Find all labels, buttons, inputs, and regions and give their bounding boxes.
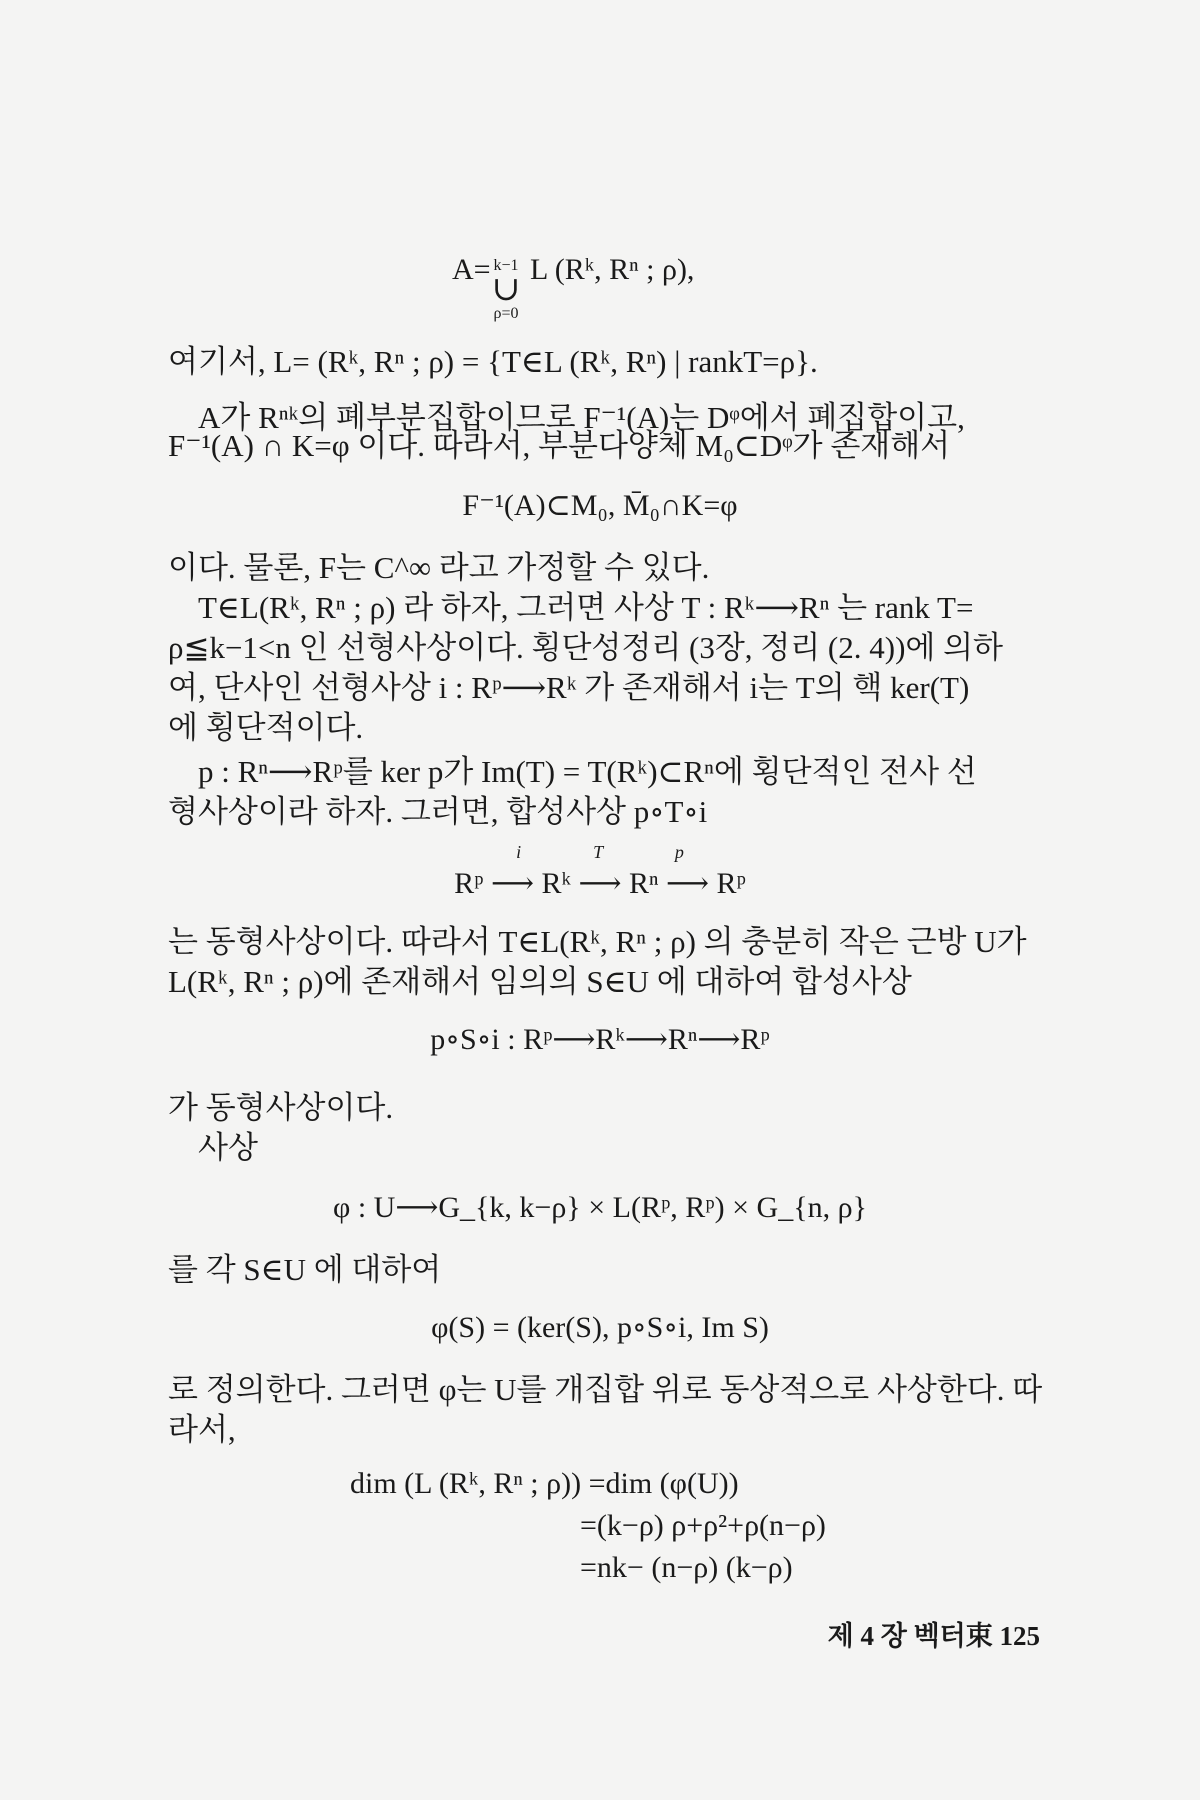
equation-rhs: L (Rᵏ, Rⁿ ; ρ), — [530, 253, 695, 286]
text-line-12: L(Rᵏ, Rⁿ ; ρ)에 존재해서 임의의 S∈U 에 대하여 합성사상 — [168, 964, 912, 999]
text-line-3: F⁻¹(A) ∩ K=φ 이다. 따라서, 부분다양체 M₀⊂Dᵠ가 존재해서 — [168, 428, 951, 463]
text-line-4: 이다. 물론, F는 C^∞ 라고 가정할 수 있다. — [168, 550, 710, 585]
equation-3-arrow-labels: i T p — [516, 842, 684, 862]
union-symbol — [486, 257, 526, 323]
text-line-9: p : Rⁿ⟶Rᵖ를 ker p가 Im(T) = T(Rᵏ)⊂Rⁿ에 횡단적인 전사 선 — [198, 754, 977, 789]
text-line-14: 사상 — [198, 1130, 258, 1165]
equation-6: φ(S) = (ker(S), p∘S∘i, Im S) — [431, 1311, 769, 1344]
text-line-13: 가 동형사상이다. — [168, 1090, 394, 1125]
page-footer: 제 4 장 벡터束 125 — [827, 1621, 1040, 1651]
text-line-8: 에 횡단적이다. — [168, 710, 364, 745]
union-upper-limit: k−1 — [493, 257, 519, 274]
equation-2: F⁻¹(A)⊂M₀, M̄₀∩K=φ — [462, 489, 738, 522]
text-line-2: A가 Rⁿᵏ의 폐부분집합이므로 F⁻¹(A)는 Dᵠ에서 폐집합이고, — [198, 400, 965, 435]
text-line-5: T∈L(Rᵏ, Rⁿ ; ρ) 라 하자, 그러면 사상 T : Rᵏ⟶Rⁿ 는 rank T= — [198, 590, 974, 625]
equation-4: p∘S∘i : Rᵖ⟶Rᵏ⟶Rⁿ⟶Rᵖ — [430, 1023, 770, 1056]
text-line-11: 는 동형사상이다. 따라서 T∈L(Rᵏ, Rⁿ ; ρ) 의 충분히 작은 근방 U가 — [168, 924, 1027, 959]
union-lower-limit: ρ=0 — [493, 305, 519, 322]
equation-lhs: A= — [452, 253, 491, 286]
text-line-16: 로 정의한다. 그러면 φ는 U를 개집합 위로 동상적으로 사상한다. 따 — [168, 1372, 1043, 1407]
text-line-10: 형사상이라 하자. 그러면, 합성사상 p∘T∘i — [168, 794, 708, 829]
union-sign: ∪ — [491, 271, 521, 308]
text-line-7: 여, 단사인 선형사상 i : Rᵖ⟶Rᵏ 가 존재해서 i는 T의 핵 ker(T) — [168, 670, 970, 705]
equation-3: Rᵖ ⟶ Rᵏ ⟶ Rⁿ ⟶ Rᵖ — [454, 867, 746, 900]
text-line-15: 를 각 S∈U 에 대하여 — [168, 1252, 442, 1287]
text-line-1: 여기서, L= (Rᵏ, Rⁿ ; ρ) = {T∈L (Rᵏ, Rⁿ) | rankT=ρ}. — [168, 344, 818, 379]
equation-7-line-3: =nk− (n−ρ) (k−ρ) — [580, 1551, 793, 1584]
equation-5: φ : U⟶G_{k, k−ρ} × L(Rᵖ, Rᵖ) × G_{n, ρ} — [333, 1191, 867, 1224]
text-line-17: 라서, — [168, 1412, 236, 1447]
equation-7-line-1: dim (L (Rᵏ, Rⁿ ; ρ)) =dim (φ(U)) — [350, 1467, 739, 1500]
text-line-6: ρ≦k−1<n 인 선형사상이다. 횡단성정리 (3장, 정리 (2. 4))에 의하 — [168, 630, 1003, 665]
equation-7-line-2: =(k−ρ) ρ+ρ²+ρ(n−ρ) — [580, 1509, 826, 1542]
